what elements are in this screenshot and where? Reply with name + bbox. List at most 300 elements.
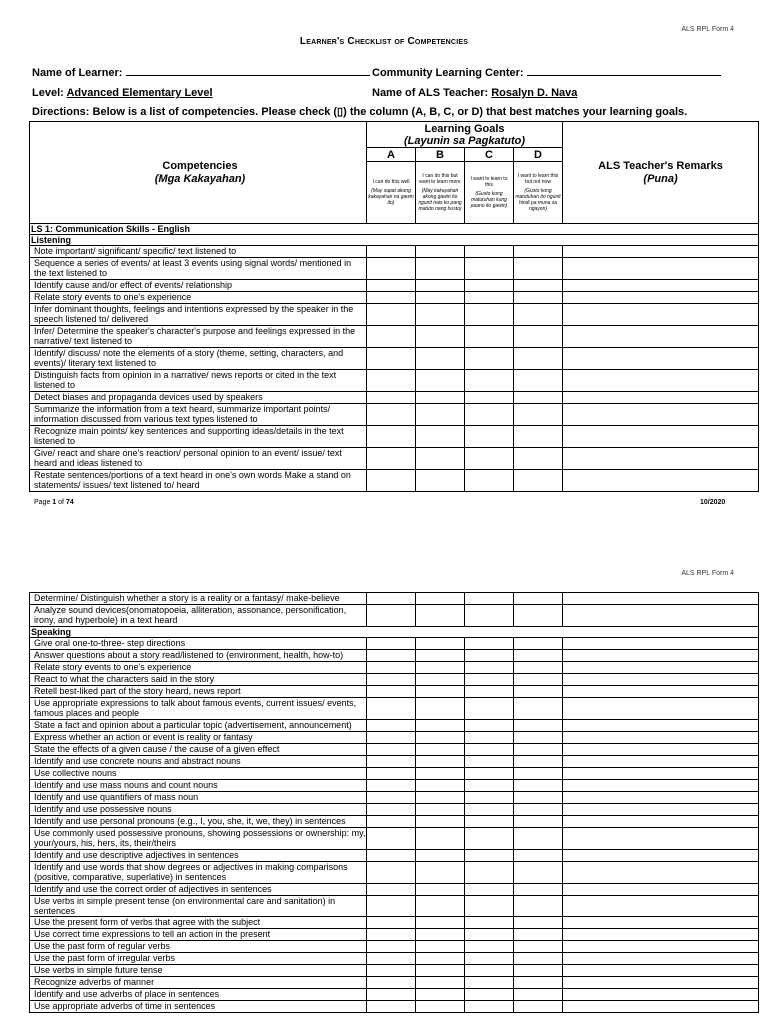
- check-cell-c[interactable]: [465, 828, 514, 850]
- remarks-cell[interactable]: [563, 326, 759, 348]
- competency-text: Relate story events to one's experience: [30, 662, 367, 674]
- competencies-header-label: Competencies: [162, 159, 238, 172]
- remarks-cell[interactable]: [563, 470, 759, 492]
- competency-text: Distinguish facts from opinion in a narrative/ news reports or cited in the text listened to: [30, 370, 367, 392]
- competency-row: [30, 370, 759, 392]
- check-cell-d[interactable]: [514, 258, 563, 280]
- teacher-value: Rosalyn D. Nava: [491, 87, 578, 99]
- check-cell-c[interactable]: [465, 768, 514, 780]
- remarks-cell[interactable]: [563, 348, 759, 370]
- teacher-label: Name of ALS Teacher:: [372, 87, 489, 99]
- check-cell-c[interactable]: [465, 780, 514, 792]
- col-b-en: I can do this but want to learn more: [419, 173, 461, 185]
- page-footer-date: 10/2020: [700, 499, 726, 506]
- check-cell-c[interactable]: [465, 850, 514, 862]
- check-cell-c[interactable]: [465, 816, 514, 828]
- competency-text: Use commonly used possessive pronouns, showing possessions or ownership: my, your/yours, his, hers, its, their/theirs: [30, 828, 367, 850]
- competency-text: Analyze sound devices(onomatopoeia, alliteration, assonance, personification, irony, and hyperbole) in a text heard: [30, 605, 367, 627]
- check-cell-b[interactable]: [416, 953, 465, 965]
- check-cell-a[interactable]: [367, 850, 416, 862]
- section-row: [30, 627, 759, 638]
- remarks-cell[interactable]: [563, 953, 759, 965]
- remarks-cell[interactable]: [563, 650, 759, 662]
- check-cell-c[interactable]: [465, 1001, 514, 1013]
- check-cell-b[interactable]: [416, 662, 465, 674]
- check-cell-d[interactable]: [514, 304, 563, 326]
- check-cell-b[interactable]: [416, 850, 465, 862]
- check-cell-c[interactable]: [465, 965, 514, 977]
- check-cell-b[interactable]: [416, 929, 465, 941]
- check-cell-a[interactable]: [367, 732, 416, 744]
- remarks-cell[interactable]: [563, 977, 759, 989]
- check-cell-a[interactable]: [367, 756, 416, 768]
- check-cell-b[interactable]: [416, 392, 465, 404]
- check-cell-c[interactable]: [465, 348, 514, 370]
- competency-row: [30, 1001, 759, 1013]
- learning-goals-fil: (Layunin sa Pagkatuto): [404, 134, 526, 147]
- col-b-desc: [416, 162, 465, 224]
- competency-row: [30, 884, 759, 896]
- competency-row: [30, 258, 759, 280]
- check-cell-d[interactable]: [514, 674, 563, 686]
- check-cell-b[interactable]: [416, 258, 465, 280]
- check-cell-a[interactable]: [367, 326, 416, 348]
- competency-text: Relate story events to one's experience: [30, 292, 367, 304]
- check-cell-c[interactable]: [465, 674, 514, 686]
- competency-row: [30, 816, 759, 828]
- check-cell-b[interactable]: [416, 744, 465, 756]
- remarks-cell[interactable]: [563, 638, 759, 650]
- level-value: Advanced Elementary Level: [66, 87, 213, 99]
- check-cell-c[interactable]: [465, 370, 514, 392]
- check-cell-c[interactable]: [465, 792, 514, 804]
- check-cell-d[interactable]: [514, 650, 563, 662]
- check-cell-d[interactable]: [514, 593, 563, 605]
- remarks-cell[interactable]: [563, 280, 759, 292]
- competency-row: [30, 605, 759, 627]
- check-cell-c[interactable]: [465, 448, 514, 470]
- remarks-header-fil: (Puna): [643, 172, 678, 185]
- check-cell-a[interactable]: [367, 348, 416, 370]
- remarks-cell[interactable]: [563, 258, 759, 280]
- check-cell-a[interactable]: [367, 929, 416, 941]
- check-cell-a[interactable]: [367, 292, 416, 304]
- check-cell-d[interactable]: [514, 941, 563, 953]
- check-cell-b[interactable]: [416, 292, 465, 304]
- check-cell-b[interactable]: [416, 348, 465, 370]
- check-cell-c[interactable]: [465, 304, 514, 326]
- competency-row: [30, 917, 759, 929]
- check-cell-a[interactable]: [367, 246, 416, 258]
- remarks-cell[interactable]: [563, 404, 759, 426]
- competency-text: Use correct time expressions to tell an action in the present: [30, 929, 367, 941]
- check-cell-a[interactable]: [367, 720, 416, 732]
- remarks-cell[interactable]: [563, 756, 759, 768]
- check-cell-c[interactable]: [465, 470, 514, 492]
- col-d-desc: [514, 162, 563, 224]
- competency-text: Summarize the information from a text heard, summarize important points/ information discussed from various text types listened to: [30, 404, 367, 426]
- col-a-en: I can do this well: [372, 179, 410, 185]
- remarks-cell[interactable]: [563, 426, 759, 448]
- check-cell-b[interactable]: [416, 605, 465, 627]
- check-cell-a[interactable]: [367, 780, 416, 792]
- check-cell-c[interactable]: [465, 650, 514, 662]
- check-cell-d[interactable]: [514, 850, 563, 862]
- page-footer-left: [34, 499, 74, 506]
- check-cell-b[interactable]: [416, 917, 465, 929]
- check-cell-d[interactable]: [514, 744, 563, 756]
- remarks-cell[interactable]: [563, 662, 759, 674]
- check-cell-b[interactable]: [416, 686, 465, 698]
- check-cell-b[interactable]: [416, 768, 465, 780]
- competency-row: [30, 850, 759, 862]
- check-cell-a[interactable]: [367, 698, 416, 720]
- check-cell-d[interactable]: [514, 662, 563, 674]
- check-cell-c[interactable]: [465, 392, 514, 404]
- check-cell-b[interactable]: [416, 828, 465, 850]
- check-cell-b[interactable]: [416, 370, 465, 392]
- check-cell-d[interactable]: [514, 426, 563, 448]
- check-cell-b[interactable]: [416, 720, 465, 732]
- check-cell-b[interactable]: [416, 246, 465, 258]
- remarks-cell[interactable]: [563, 1001, 759, 1013]
- check-cell-a[interactable]: [367, 884, 416, 896]
- col-a-fil: (May sapat akong kakayahan na gawin ito): [368, 188, 414, 206]
- competency-row: [30, 941, 759, 953]
- competency-text: Identify and use adverbs of place in sentences: [30, 989, 367, 1001]
- check-cell-b[interactable]: [416, 326, 465, 348]
- check-cell-d[interactable]: [514, 448, 563, 470]
- competency-text: Recognize adverbs of manner: [30, 977, 367, 989]
- competency-row: [30, 744, 759, 756]
- check-cell-b[interactable]: [416, 404, 465, 426]
- form-tag-page-2: ALS RPL Form 4: [681, 570, 734, 577]
- check-cell-c[interactable]: [465, 698, 514, 720]
- check-cell-c[interactable]: [465, 292, 514, 304]
- remarks-cell[interactable]: [563, 605, 759, 627]
- check-cell-c[interactable]: [465, 884, 514, 896]
- learner-name-label: Name of Learner:: [32, 67, 123, 79]
- competency-row: [30, 828, 759, 850]
- check-cell-d[interactable]: [514, 404, 563, 426]
- remarks-cell[interactable]: [563, 744, 759, 756]
- check-cell-d[interactable]: [514, 965, 563, 977]
- check-cell-c[interactable]: [465, 953, 514, 965]
- check-cell-d[interactable]: [514, 720, 563, 732]
- remarks-cell[interactable]: [563, 720, 759, 732]
- remarks-cell[interactable]: [563, 246, 759, 258]
- remarks-cell[interactable]: [563, 392, 759, 404]
- check-cell-b[interactable]: [416, 804, 465, 816]
- learner-name-row: [32, 67, 370, 79]
- competency-text: Identify and use descriptive adjectives in sentences: [30, 850, 367, 862]
- remarks-cell[interactable]: [563, 780, 759, 792]
- remarks-cell[interactable]: [563, 941, 759, 953]
- competency-row: [30, 720, 759, 732]
- remarks-cell[interactable]: [563, 792, 759, 804]
- competency-text: Use verbs in simple present tense (on environmental care and sanitation) in sentences: [30, 896, 367, 917]
- check-cell-d[interactable]: [514, 917, 563, 929]
- competency-row: [30, 862, 759, 884]
- learner-name-field[interactable]: [126, 75, 370, 76]
- check-cell-d[interactable]: [514, 280, 563, 292]
- check-cell-d[interactable]: [514, 698, 563, 720]
- remarks-cell[interactable]: [563, 965, 759, 977]
- check-cell-d[interactable]: [514, 326, 563, 348]
- check-cell-d[interactable]: [514, 804, 563, 816]
- competency-row: [30, 977, 759, 989]
- competency-text: Use the present form of verbs that agree with the subject: [30, 917, 367, 929]
- check-cell-a[interactable]: [367, 816, 416, 828]
- clc-row: [372, 67, 721, 79]
- check-cell-a[interactable]: [367, 1001, 416, 1013]
- check-cell-a[interactable]: [367, 965, 416, 977]
- check-cell-c[interactable]: [465, 744, 514, 756]
- remarks-cell[interactable]: [563, 292, 759, 304]
- competency-text: React to what the characters said in the story: [30, 674, 367, 686]
- check-cell-c[interactable]: [465, 804, 514, 816]
- competency-row: [30, 686, 759, 698]
- form-tag: ALS RPL Form 4: [681, 26, 734, 33]
- check-cell-c[interactable]: [465, 662, 514, 674]
- competency-text: Detect biases and propaganda devices used by speakers: [30, 392, 367, 404]
- check-cell-a[interactable]: [367, 650, 416, 662]
- competency-text: Note important/ significant/ specific/ text listened to: [30, 246, 367, 258]
- col-c-fil: (Gusto kong matutuhan kung paano ito gawin): [470, 191, 508, 209]
- col-a-letter: A: [367, 148, 416, 162]
- check-cell-b[interactable]: [416, 650, 465, 662]
- check-cell-a[interactable]: [367, 258, 416, 280]
- check-cell-d[interactable]: [514, 638, 563, 650]
- check-cell-c[interactable]: [465, 917, 514, 929]
- col-a-desc: [367, 162, 416, 224]
- check-cell-c[interactable]: [465, 862, 514, 884]
- check-cell-c[interactable]: [465, 941, 514, 953]
- check-cell-d[interactable]: [514, 605, 563, 627]
- check-cell-a[interactable]: [367, 448, 416, 470]
- page-of: of: [56, 499, 66, 506]
- check-cell-d[interactable]: [514, 816, 563, 828]
- check-cell-a[interactable]: [367, 792, 416, 804]
- remarks-cell[interactable]: [563, 884, 759, 896]
- competency-text: Use the past form of regular verbs: [30, 941, 367, 953]
- check-cell-d[interactable]: [514, 470, 563, 492]
- check-cell-a[interactable]: [367, 768, 416, 780]
- check-cell-a[interactable]: [367, 953, 416, 965]
- clc-label: Community Learning Center:: [372, 67, 524, 79]
- check-cell-b[interactable]: [416, 470, 465, 492]
- check-cell-d[interactable]: [514, 896, 563, 917]
- competency-text: Identify/ discuss/ note the elements of a story (theme, setting, characters, and events)/ literary text listened to: [30, 348, 367, 370]
- check-cell-c[interactable]: [465, 989, 514, 1001]
- check-cell-b[interactable]: [416, 448, 465, 470]
- check-cell-d[interactable]: [514, 929, 563, 941]
- competency-text: Give oral one-to-three- step directions: [30, 638, 367, 650]
- competency-row: [30, 929, 759, 941]
- competency-text: Identify and use possessive nouns: [30, 804, 367, 816]
- check-cell-d[interactable]: [514, 246, 563, 258]
- check-cell-b[interactable]: [416, 884, 465, 896]
- check-cell-b[interactable]: [416, 698, 465, 720]
- competency-text: Use the past form of irregular verbs: [30, 953, 367, 965]
- competency-text: Retell best-liked part of the story heard, news report: [30, 686, 367, 698]
- check-cell-d[interactable]: [514, 953, 563, 965]
- remarks-cell[interactable]: [563, 370, 759, 392]
- clc-field[interactable]: [527, 75, 721, 76]
- remarks-cell[interactable]: [563, 732, 759, 744]
- check-cell-b[interactable]: [416, 674, 465, 686]
- check-cell-a[interactable]: [367, 862, 416, 884]
- check-cell-d[interactable]: [514, 756, 563, 768]
- check-cell-d[interactable]: [514, 792, 563, 804]
- page-number: 1: [52, 499, 57, 506]
- remarks-cell[interactable]: [563, 698, 759, 720]
- competency-row: [30, 593, 759, 605]
- check-cell-b[interactable]: [416, 756, 465, 768]
- check-cell-b[interactable]: [416, 304, 465, 326]
- check-cell-c[interactable]: [465, 720, 514, 732]
- check-cell-a[interactable]: [367, 686, 416, 698]
- competency-row: [30, 792, 759, 804]
- check-cell-b[interactable]: [416, 816, 465, 828]
- check-cell-d[interactable]: [514, 392, 563, 404]
- check-cell-a[interactable]: [367, 828, 416, 850]
- check-cell-b[interactable]: [416, 862, 465, 884]
- check-cell-b[interactable]: [416, 1001, 465, 1013]
- section-heading: Speaking: [30, 627, 759, 638]
- check-cell-b[interactable]: [416, 426, 465, 448]
- remarks-cell[interactable]: [563, 989, 759, 1001]
- check-cell-a[interactable]: [367, 662, 416, 674]
- competency-text: Use appropriate adverbs of time in sentences: [30, 1001, 367, 1013]
- check-cell-b[interactable]: [416, 977, 465, 989]
- check-cell-b[interactable]: [416, 280, 465, 292]
- check-cell-a[interactable]: [367, 917, 416, 929]
- remarks-cell[interactable]: [563, 304, 759, 326]
- check-cell-d[interactable]: [514, 780, 563, 792]
- check-cell-b[interactable]: [416, 593, 465, 605]
- remarks-cell[interactable]: [563, 686, 759, 698]
- competency-text: Determine/ Distinguish whether a story is a reality or a fantasy/ make-believe: [30, 593, 367, 605]
- competency-row: [30, 965, 759, 977]
- check-cell-d[interactable]: [514, 768, 563, 780]
- col-d-en: I want to learn this but not now: [517, 173, 559, 185]
- check-cell-c[interactable]: [465, 896, 514, 917]
- remarks-cell[interactable]: [563, 917, 759, 929]
- competency-table-page-1: [29, 121, 759, 492]
- remarks-cell[interactable]: [563, 804, 759, 816]
- check-cell-c[interactable]: [465, 246, 514, 258]
- competency-text: Infer dominant thoughts, feelings and intentions expressed by the speaker in the speech listened to/ delivered: [30, 304, 367, 326]
- remarks-cell[interactable]: [563, 448, 759, 470]
- remarks-header-label: ALS Teacher's Remarks: [598, 159, 723, 172]
- check-cell-a[interactable]: [367, 280, 416, 292]
- check-cell-a[interactable]: [367, 404, 416, 426]
- check-cell-d[interactable]: [514, 292, 563, 304]
- remarks-cell[interactable]: [563, 862, 759, 884]
- check-cell-c[interactable]: [465, 404, 514, 426]
- check-cell-d[interactable]: [514, 989, 563, 1001]
- competency-text: State a fact and opinion about a particular topic (advertisement, announcement): [30, 720, 367, 732]
- page-prefix: Page: [34, 499, 53, 506]
- check-cell-a[interactable]: [367, 674, 416, 686]
- check-cell-c[interactable]: [465, 977, 514, 989]
- check-cell-b[interactable]: [416, 896, 465, 917]
- remarks-cell[interactable]: [563, 816, 759, 828]
- col-b-fil: (May kakayahan akong gawin ito ngunit nais ko pang matuto nang husto): [418, 188, 462, 212]
- check-cell-b[interactable]: [416, 989, 465, 1001]
- remarks-cell[interactable]: [563, 674, 759, 686]
- check-cell-c[interactable]: [465, 929, 514, 941]
- competency-row: [30, 280, 759, 292]
- competency-row: [30, 804, 759, 816]
- check-cell-d[interactable]: [514, 884, 563, 896]
- check-cell-d[interactable]: [514, 732, 563, 744]
- check-cell-b[interactable]: [416, 965, 465, 977]
- check-cell-a[interactable]: [367, 470, 416, 492]
- remarks-cell[interactable]: [563, 768, 759, 780]
- check-cell-a[interactable]: [367, 977, 416, 989]
- competency-row: [30, 392, 759, 404]
- check-cell-a[interactable]: [367, 605, 416, 627]
- check-cell-a[interactable]: [367, 896, 416, 917]
- check-cell-c[interactable]: [465, 326, 514, 348]
- check-cell-c[interactable]: [465, 605, 514, 627]
- check-cell-c[interactable]: [465, 756, 514, 768]
- check-cell-c[interactable]: [465, 426, 514, 448]
- check-cell-a[interactable]: [367, 593, 416, 605]
- col-c-letter: C: [465, 148, 514, 162]
- check-cell-a[interactable]: [367, 989, 416, 1001]
- check-cell-d[interactable]: [514, 977, 563, 989]
- check-cell-c[interactable]: [465, 638, 514, 650]
- check-cell-c[interactable]: [465, 686, 514, 698]
- page-title: Learner's Checklist of Competencies: [299, 36, 469, 47]
- remarks-cell[interactable]: [563, 593, 759, 605]
- check-cell-b[interactable]: [416, 732, 465, 744]
- check-cell-b[interactable]: [416, 792, 465, 804]
- competency-text: Identify and use the correct order of adjectives in sentences: [30, 884, 367, 896]
- check-cell-d[interactable]: [514, 862, 563, 884]
- check-cell-b[interactable]: [416, 638, 465, 650]
- check-cell-d[interactable]: [514, 686, 563, 698]
- check-cell-a[interactable]: [367, 638, 416, 650]
- check-cell-c[interactable]: [465, 280, 514, 292]
- check-cell-d[interactable]: [514, 370, 563, 392]
- check-cell-a[interactable]: [367, 426, 416, 448]
- check-cell-a[interactable]: [367, 804, 416, 816]
- check-cell-d[interactable]: [514, 1001, 563, 1013]
- section-heading: LS 1: Communication Skills - English: [30, 224, 759, 235]
- check-cell-a[interactable]: [367, 304, 416, 326]
- check-cell-a[interactable]: [367, 392, 416, 404]
- check-cell-d[interactable]: [514, 828, 563, 850]
- check-cell-a[interactable]: [367, 744, 416, 756]
- competency-text: Identify cause and/or effect of events/ relationship: [30, 280, 367, 292]
- remarks-cell[interactable]: [563, 828, 759, 850]
- remarks-cell[interactable]: [563, 929, 759, 941]
- check-cell-b[interactable]: [416, 941, 465, 953]
- check-cell-d[interactable]: [514, 348, 563, 370]
- remarks-cell[interactable]: [563, 896, 759, 917]
- check-cell-a[interactable]: [367, 941, 416, 953]
- check-cell-c[interactable]: [465, 593, 514, 605]
- check-cell-c[interactable]: [465, 732, 514, 744]
- remarks-cell[interactable]: [563, 850, 759, 862]
- check-cell-c[interactable]: [465, 258, 514, 280]
- check-cell-a[interactable]: [367, 370, 416, 392]
- check-cell-b[interactable]: [416, 780, 465, 792]
